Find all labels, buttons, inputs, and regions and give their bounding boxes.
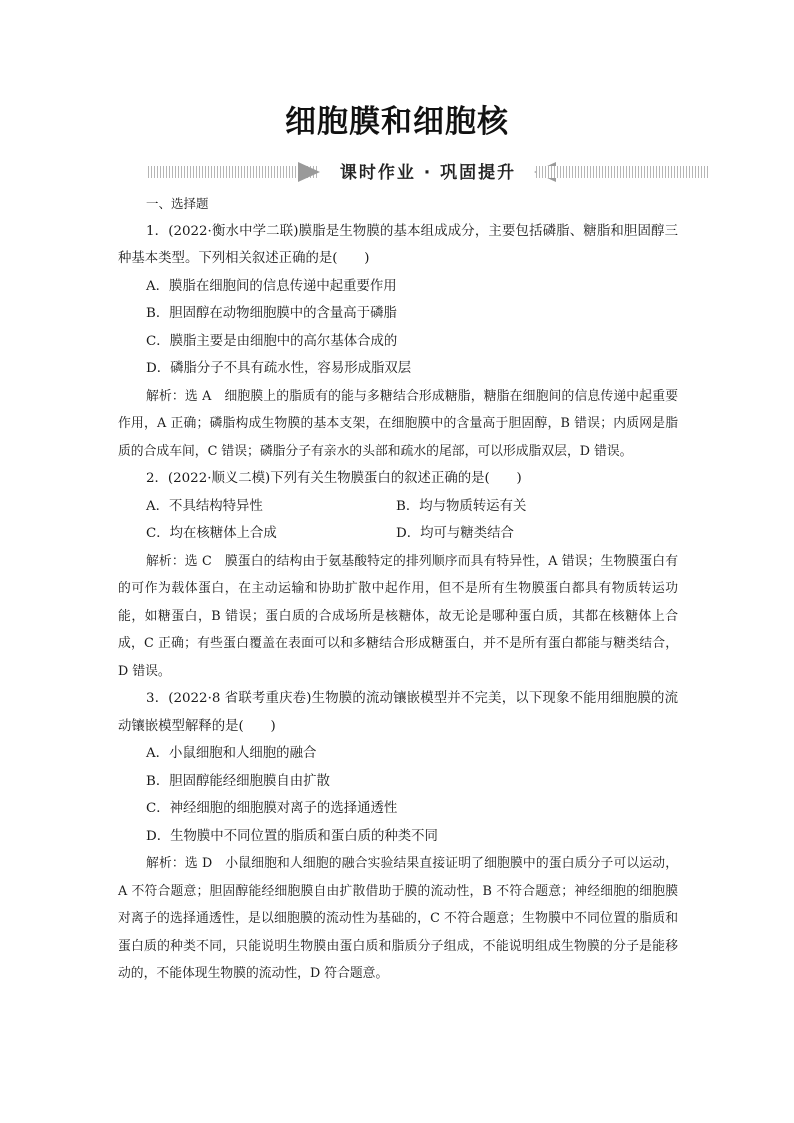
option-a: A．膜脂在细胞间的信息传递中起重要作用 — [146, 278, 397, 294]
banner-label: 课时作业 · 巩固提升 — [339, 163, 517, 183]
section-banner — [148, 160, 708, 186]
option-b: B．均与物质转运有关 — [396, 498, 527, 514]
option-c: C．膜脂主要是由细胞中的高尔基体合成的 — [146, 333, 398, 349]
option-a: A．小鼠细胞和人细胞的融合 — [146, 746, 317, 761]
option-d: D．均可与糖类结合 — [396, 526, 514, 541]
option-row — [118, 520, 678, 548]
answer-explanation: 解析：选 D 小鼠细胞和人细胞的融合实验结果直接证明了细胞膜中的蛋白质分子可以运动，A 不符合题意；胆固醇能经细胞膜自由扩散借助于膜的流动性，B 不符合题意；神经细胞的细胞膜对离子的选择通透性，是以细胞膜的流动性为基础的，C 不符合题意；生物膜中不同位置的脂质和蛋白质的种类不同，只能说明生物膜由蛋白质和脂质分子组成，不能说明组成生物膜的分子是能移动的，不能体现生物膜的流动性，D 符合题意。 — [118, 856, 678, 981]
question-1 — [118, 218, 678, 466]
option-c: C．神经细胞的细胞膜对离子的选择通透性 — [146, 801, 398, 816]
option-b: B．胆固醇在动物细胞膜中的含量高于磷脂 — [146, 306, 397, 321]
banner-left-stripe — [148, 166, 318, 178]
option-d: D．磷脂分子不具有疏水性，容易形成脂双层 — [146, 361, 412, 376]
question-3 — [118, 685, 678, 988]
option-d: D．生物膜中不同位置的脂质和蛋白质的种类不同 — [146, 828, 438, 844]
answer-explanation: 解析：选 A 细胞膜上的脂质有的能与多糖结合形成糖脂，糖脂在细胞间的信息传递中起重要作用，A 正确；磷脂构成生物膜的基本支架，在细胞膜中的含量高于胆固醇，B 错误；内质网是脂质的合成车间，C 错误；磷脂分子有亲水的头部和疏水的尾部，可以形成脂双层，D 错误。 — [118, 388, 678, 459]
question-2 — [118, 465, 678, 685]
question-stem: 3．(2022·8 省联考重庆卷)生物膜的流动镶嵌模型并不完美，以下现象不能用细胞膜的流动镶嵌模型解释的是( ) — [118, 691, 678, 734]
banner-left-arrow-icon — [298, 162, 320, 182]
question-stem: 1．(2022·衡水中学二联)膜脂是生物膜的基本组成成分，主要包括磷脂、糖脂和胆固醇三种基本类型。下列相关叙述正确的是( ) — [118, 223, 678, 266]
question-content — [118, 190, 678, 988]
question-stem: 2．(2022·顺义二模)下列有关生物膜蛋白的叙述正确的是( ) — [146, 471, 522, 486]
option-c: C．均在核糖体上合成 — [146, 526, 277, 541]
answer-explanation: 解析：选 C 膜蛋白的结构由于氨基酸特定的排列顺序而具有特异性，A 错误；生物膜蛋白有的可作为载体蛋白，在主动运输和协助扩散中起作用，但不是所有生物膜蛋白都具有物质转运功能，如糖蛋白，B 错误；蛋白质的合成场所是核糖体，故无论是哪种蛋白质，其都在核糖体上合成，C 正确；有些蛋白覆盖在表面可以和多糖结合形成糖蛋白，并不是所有蛋白都能与糖类结合，D 错误。 — [118, 553, 678, 679]
option-b: B．胆固醇能经细胞膜自由扩散 — [146, 773, 330, 789]
option-a: A．不具结构特异性 — [146, 498, 263, 514]
section-heading: 一、选择题 — [146, 196, 209, 211]
option-row — [118, 493, 678, 521]
banner-right-stripe — [536, 166, 708, 178]
page-title: 细胞膜和细胞核 — [285, 104, 509, 140]
